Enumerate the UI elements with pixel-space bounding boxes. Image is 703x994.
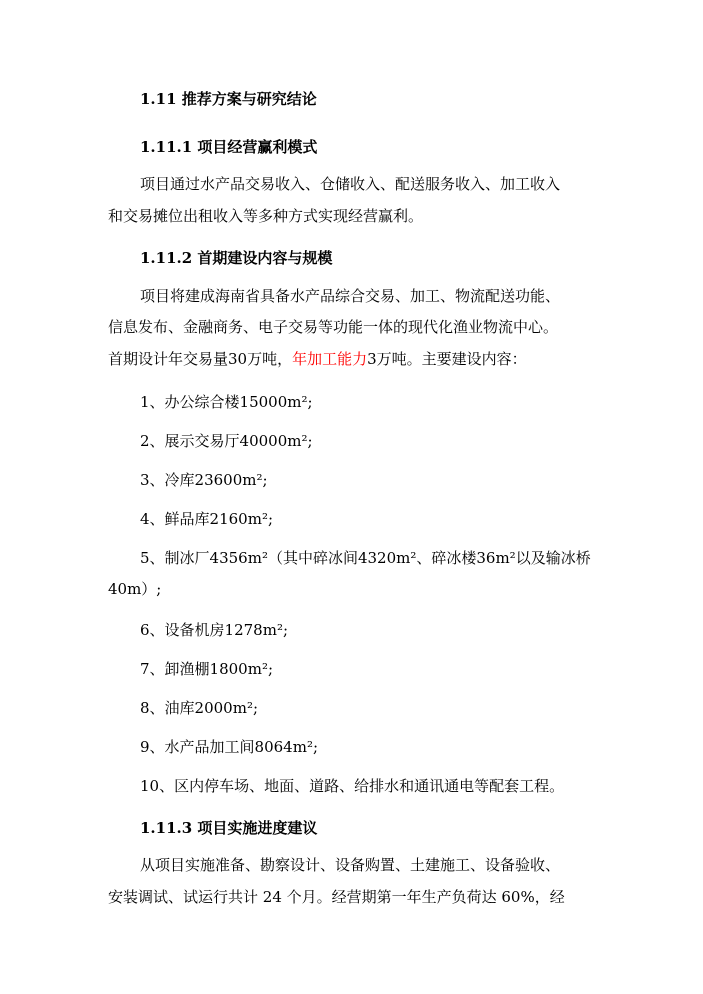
list-item: 2、展示交易厅40000m²; bbox=[140, 432, 313, 450]
list-item: 7、卸渔棚1800m²; bbox=[140, 660, 274, 678]
list-item: 5、制冰厂4356m²（其中碎冰间4320m²、碎冰楼36m²以及输冰桥 bbox=[140, 549, 591, 567]
list-item: 3、冷库23600m²; bbox=[140, 471, 268, 489]
paragraph-2-line-3-start: 首期设计年交易量30万吨， bbox=[108, 350, 293, 368]
list-item: 4、鲜品库2160m²; bbox=[140, 510, 274, 528]
paragraph-2-line-3-end: 3万吨。主要建设内容： bbox=[367, 350, 527, 368]
list-item: 6、设备机房1278m²; bbox=[140, 621, 289, 639]
list-item: 10、区内停车场、地面、道路、给排水和通讯通电等配套工程。 bbox=[140, 777, 565, 795]
list-item: 8、油库2000m²; bbox=[140, 699, 259, 717]
list-item: 1、办公综合楼15000m²; bbox=[140, 393, 313, 411]
highlighted-text: 年加工能力 bbox=[292, 350, 368, 368]
paragraph-2-line-1: 项目将建成海南省具备水产品综合交易、加工、物流配送功能、 bbox=[140, 287, 561, 305]
section-heading-1-11-1: 1.11.1 项目经营赢利模式 bbox=[140, 138, 318, 156]
paragraph-1-line-1: 项目通过水产品交易收入、仓储收入、配送服务收入、加工收入 bbox=[140, 175, 561, 193]
paragraph-2-line-2: 信息发布、金融商务、电子交易等功能一体的现代化渔业物流中心。 bbox=[108, 318, 559, 336]
list-item: 9、水产品加工间8064m²; bbox=[140, 738, 319, 756]
paragraph-2-line-3 bbox=[108, 348, 527, 369]
paragraph-3-line-1: 从项目实施准备、勘察设计、设备购置、土建施工、设备验收、 bbox=[140, 856, 561, 874]
paragraph-3-line-2: 安装调试、试运行共计 24 个月。经营期第一年生产负荷达 60%，经 bbox=[108, 888, 565, 906]
section-heading-1-11: 1.11 推荐方案与研究结论 bbox=[140, 90, 317, 108]
section-heading-1-11-3: 1.11.3 项目实施进度建议 bbox=[140, 819, 318, 837]
section-heading-1-11-2: 1.11.2 首期建设内容与规模 bbox=[140, 249, 333, 267]
list-item-continuation: 40m）; bbox=[108, 580, 162, 598]
paragraph-1-line-2: 和交易摊位出租收入等多种方式实现经营赢利。 bbox=[108, 207, 424, 225]
